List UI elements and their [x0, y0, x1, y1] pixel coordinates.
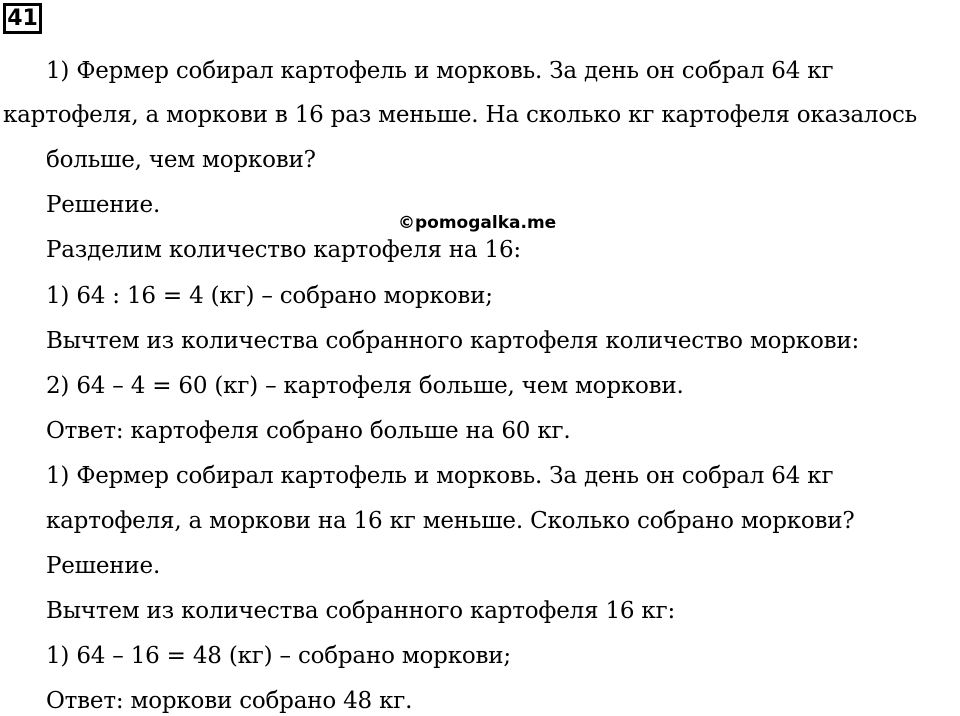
watermark: ©pomogalka.me: [398, 213, 557, 233]
text-line-problem1-statement-cont: картофеля, а моркови в 16 раз меньше. На сколько кг картофеля оказалось: [3, 102, 917, 128]
problem-number-box: [3, 3, 42, 34]
text-line-step-description: Вычтем из количества собранного картофеля количество моркови:: [46, 328, 860, 354]
text-line-step-description: Разделим количество картофеля на 16:: [46, 237, 521, 263]
text-line-solution-heading: Решение.: [46, 553, 161, 579]
text-line-solution-heading: Решение.: [46, 192, 161, 218]
text-line-step-2: 2) 64 – 4 = 60 (кг) – картофеля больше, чем моркови.: [46, 373, 684, 399]
text-line-step-1: 1) 64 : 16 = 4 (кг) – собрано моркови;: [46, 283, 493, 309]
problem-number: 41: [7, 5, 38, 31]
text-line-step-description: Вычтем из количества собранного картофеля 16 кг:: [46, 598, 675, 624]
text-line-answer: Ответ: картофеля собрано больше на 60 кг.: [46, 418, 571, 444]
text-line-problem2-statement: 1) Фермер собирал картофель и морковь. За день он собрал 64 кг: [46, 463, 834, 489]
text-line-answer: Ответ: моркови собрано 48 кг.: [46, 688, 413, 714]
text-line-problem2-question: картофеля, а моркови на 16 кг меньше. Сколько собрано моркови?: [46, 508, 855, 534]
text-line-step-1: 1) 64 – 16 = 48 (кг) – собрано моркови;: [46, 643, 511, 669]
text-line-problem1-statement: 1) Фермер собирал картофель и морковь. За день он собрал 64 кг: [46, 58, 834, 84]
text-line-problem1-question: больше, чем моркови?: [46, 147, 316, 173]
